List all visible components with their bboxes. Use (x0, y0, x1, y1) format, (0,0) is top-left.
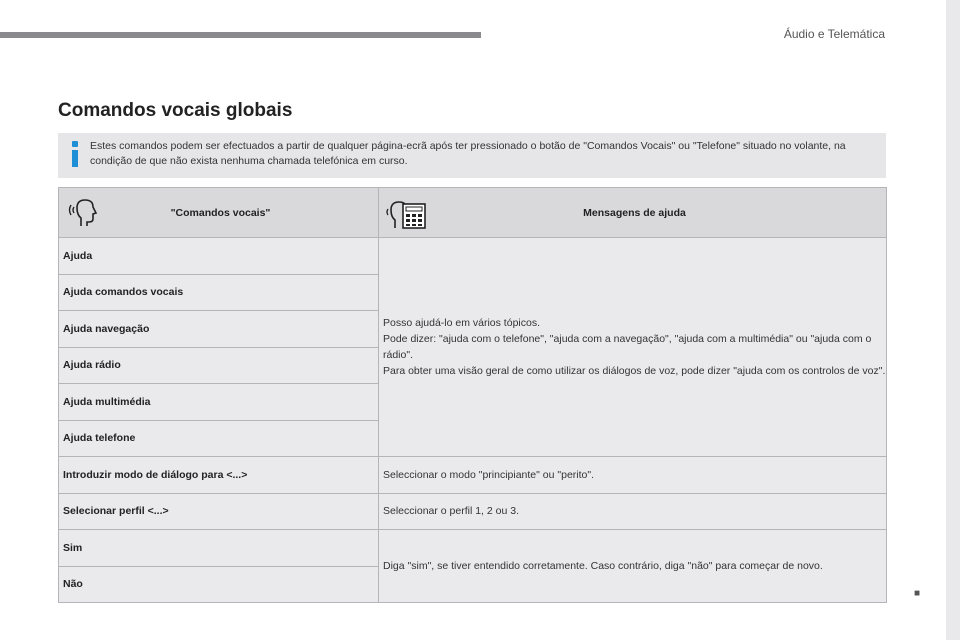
command-cell: Ajuda multimédia (59, 384, 379, 421)
voice-command-icon (67, 196, 101, 230)
voice-commands-table (58, 187, 887, 603)
page-edge-strip (946, 0, 960, 640)
table-row (59, 530, 887, 567)
info-icon (70, 141, 80, 167)
column-header-commands-label: "Comandos vocais" (170, 206, 271, 219)
help-cell: Diga "sim", se tiver entendido corretamente. Caso contrário, diga "não" para começar de novo. (379, 530, 887, 603)
page-title: Comandos vocais globais (58, 100, 293, 121)
command-cell: Introduzir modo de diálogo para <...> (59, 457, 379, 494)
column-header-help (379, 188, 887, 238)
command-cell: Ajuda rádio (59, 347, 379, 384)
table-row (59, 457, 887, 494)
command-cell: Sim (59, 530, 379, 567)
section-title: Áudio e Telemática (783, 27, 885, 41)
header-bar (0, 32, 481, 38)
info-text: Estes comandos podem ser efectuados a partir de qualquer página-ecrã após ter pressionado o botão de "Comandos Vocais" ou "Telefone" situado no volante, na condição de que não exista nenhuma chamada telefónica em curso. (90, 140, 846, 167)
table-row (59, 493, 887, 530)
command-cell: Ajuda (59, 238, 379, 275)
page-end-marker: ■ (913, 588, 920, 599)
column-header-commands (59, 188, 379, 238)
table-row (59, 238, 887, 275)
column-header-help-label: Mensagens de ajuda (583, 206, 686, 219)
command-cell: Ajuda telefone (59, 420, 379, 457)
help-cell: Seleccionar o perfil 1, 2 ou 3. (379, 493, 887, 530)
command-cell: Ajuda navegação (59, 311, 379, 348)
help-cell: Posso ajudá-lo em vários tópicos. Pode dizer: "ajuda com o telefone", "ajuda com a navegação", "ajuda com a multimédia" ou "ajuda com o rádio". Para obter uma visão geral de como utilizar os diálogos de voz, pode dizer "ajuda com os controlos de voz". (379, 238, 887, 457)
command-cell: Ajuda comandos vocais (59, 274, 379, 311)
command-cell: Não (59, 566, 379, 603)
info-box (58, 133, 886, 178)
help-cell: Seleccionar o modo "principiante" ou "perito". (379, 457, 887, 494)
command-cell: Selecionar perfil <...> (59, 493, 379, 530)
help-messages-icon (385, 196, 429, 232)
